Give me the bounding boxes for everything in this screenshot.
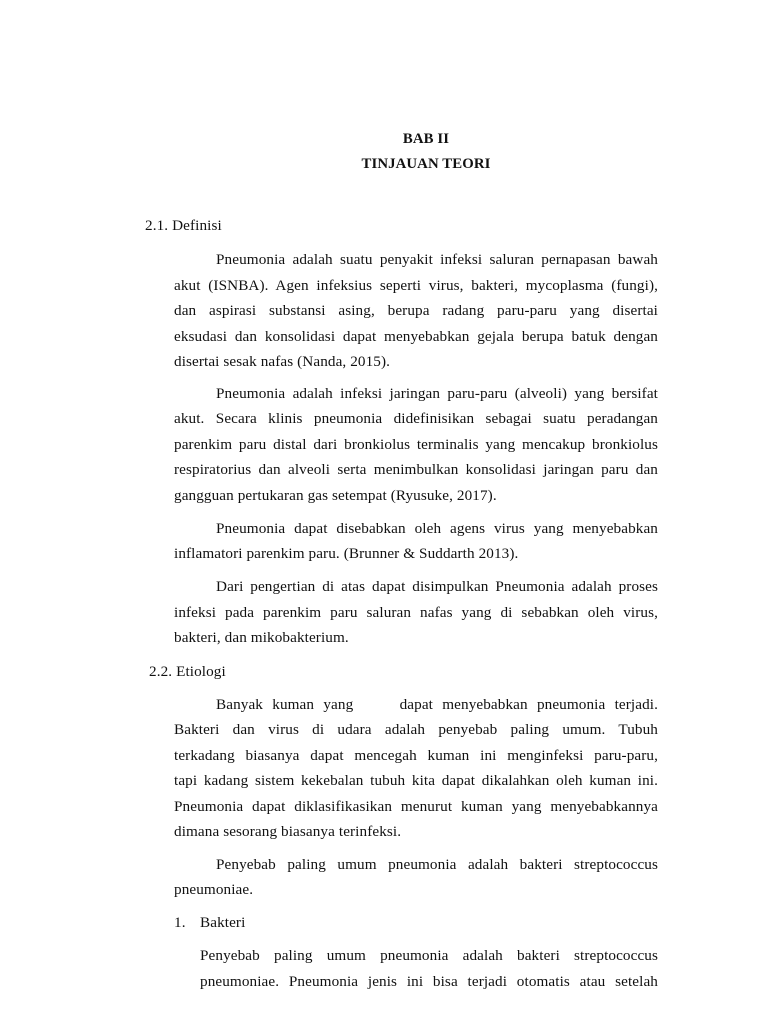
text-line: respiratorius dan alveoli serta menimbulkan konsolidasi jaringan paru dan bbox=[174, 461, 658, 478]
text-line: Bakteri dan virus di udara adalah penyebab paling umum. Tubuh bbox=[174, 721, 658, 738]
section-heading-etiologi: 2.2. Etiologi bbox=[149, 663, 226, 680]
text-line: Banyak kuman yang dapat menyebabkan pneumonia terjadi. bbox=[216, 696, 658, 713]
list-item-title: Bakteri bbox=[200, 914, 246, 931]
text-line: gangguan pertukaran gas setempat (Ryusuke, 2017). bbox=[174, 487, 497, 504]
text-line: tapi kadang sistem kekebalan tubuh kita dapat dikalahkan oleh kuman ini. bbox=[174, 772, 658, 789]
text-line: inflamatori parenkim paru. (Brunner & Suddarth 2013). bbox=[174, 545, 519, 562]
text-line: pneumoniae. Pneumonia jenis ini bisa terjadi otomatis atau setelah bbox=[200, 973, 658, 990]
chapter-title: TINJAUAN TEORI bbox=[361, 156, 491, 172]
text-line: akut. Secara klinis pneumonia didefinisikan sebagai suatu peradangan bbox=[174, 410, 658, 427]
text-line: Penyebab paling umum pneumonia adalah bakteri streptococcus bbox=[200, 947, 658, 964]
text-line: disertai sesak nafas (Nanda, 2015). bbox=[174, 353, 391, 370]
text-line: dan aspirasi substansi asing, berupa radang paru-paru yang disertai bbox=[174, 302, 658, 319]
text-line: dimana sesorang biasanya terinfeksi. bbox=[174, 823, 402, 840]
text-line: terkadang biasanya dapat mencegah kuman ini menginfeksi paru-paru, bbox=[174, 747, 658, 764]
text-line: Pneumonia adalah suatu penyakit infeksi saluran pernapasan bawah bbox=[216, 251, 658, 268]
text-line: akut (ISNBA). Agen infeksius seperti virus, bakteri, mycoplasma (fungi), bbox=[174, 277, 658, 294]
section-heading-definisi: 2.1. Definisi bbox=[145, 217, 222, 234]
text-line: Pneumonia dapat diklasifikasikan menurut kuman yang menyebabkannya bbox=[174, 798, 658, 815]
text-line: Pneumonia dapat disebabkan oleh agens virus yang menyebabkan bbox=[216, 520, 658, 537]
text-line: pneumoniae. bbox=[174, 881, 254, 898]
text-line: Penyebab paling umum pneumonia adalah bakteri streptococcus bbox=[216, 856, 658, 873]
chapter-label: BAB II bbox=[402, 131, 450, 147]
text-line: Pneumonia adalah infeksi jaringan paru-paru (alveoli) yang bersifat bbox=[216, 385, 658, 402]
text-line: bakteri, dan mikobakterium. bbox=[174, 629, 349, 646]
text-line: parenkim paru distal dari bronkiolus terminalis yang mencakup bronkiolus bbox=[174, 436, 658, 453]
text-line: Dari pengertian di atas dapat disimpulkan Pneumonia adalah proses bbox=[216, 578, 658, 595]
text-line: eksudasi dan konsolidasi dapat menyebabkan gejala berupa batuk dengan bbox=[174, 328, 658, 345]
text-line: infeksi pada parenkim paru saluran nafas yang di sebabkan oleh virus, bbox=[174, 604, 658, 621]
list-number: 1. bbox=[174, 914, 186, 931]
